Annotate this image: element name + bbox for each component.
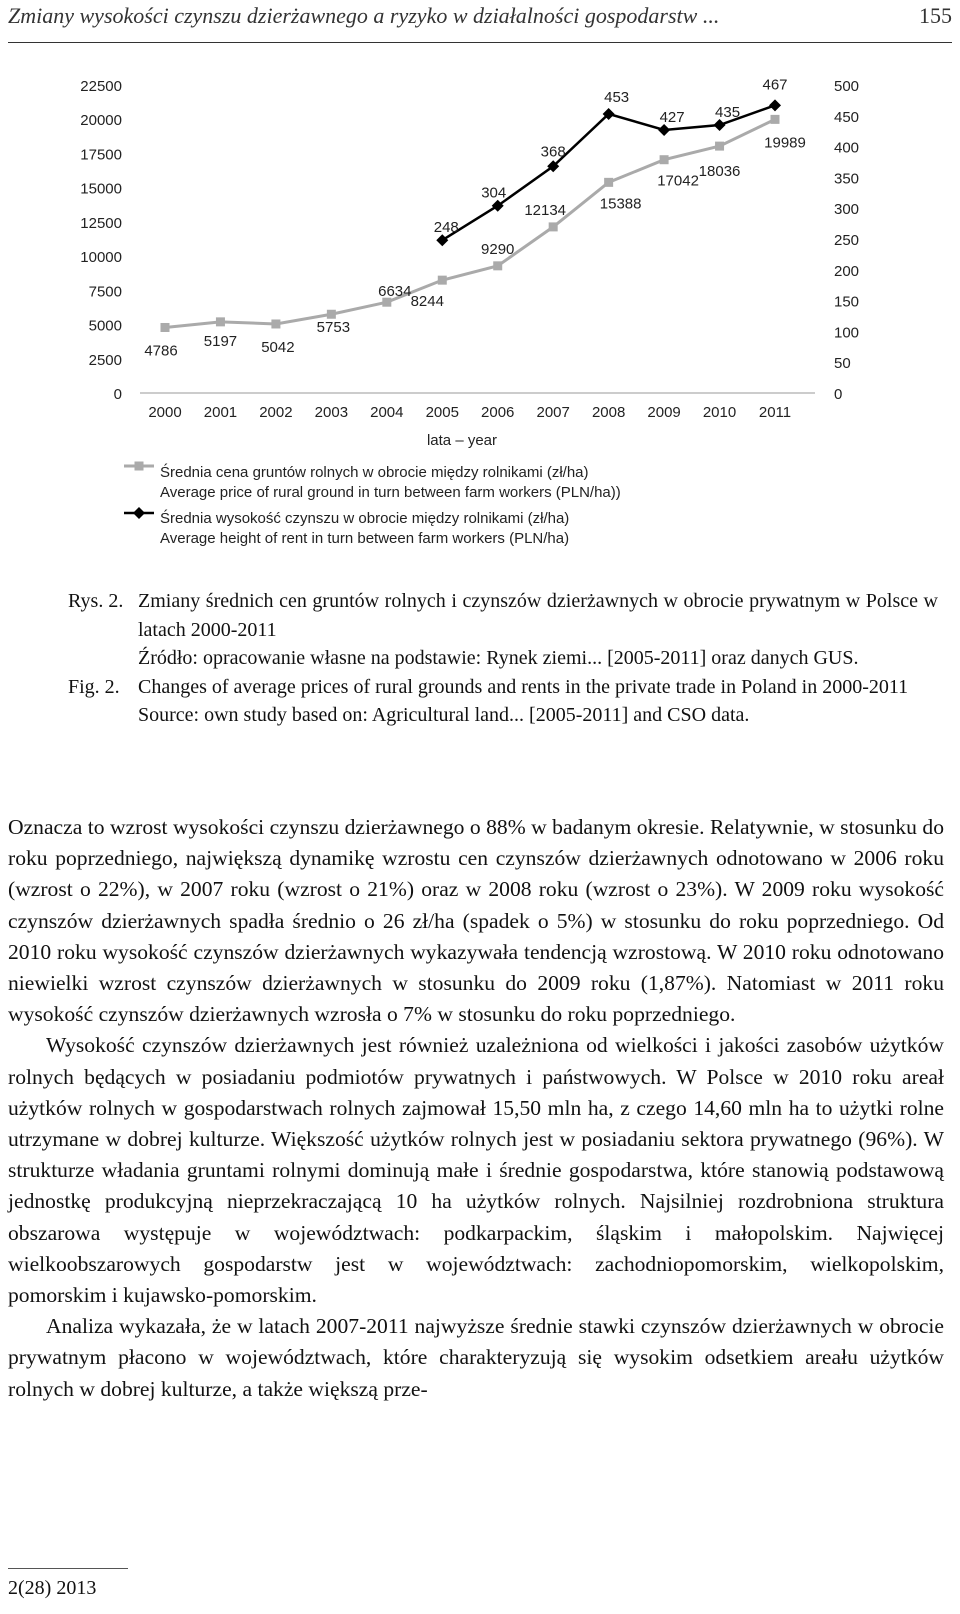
y-right-tick-label: 150 — [834, 293, 860, 311]
y-left-tick-label: 5000 — [88, 317, 122, 335]
price-marker — [715, 142, 724, 151]
price-marker — [660, 155, 669, 164]
rent-data-label: 467 — [762, 76, 788, 94]
caption-en — [68, 673, 938, 730]
x-tick-label: 2010 — [702, 404, 737, 421]
price-marker — [271, 319, 280, 328]
running-header — [8, 0, 952, 43]
caption-en-source: Source: own study based on: Agricultural land... [2005-2011] and CSO data. — [138, 704, 750, 726]
y-right-tick-label: 50 — [834, 355, 851, 373]
y-left-tick-label: 0 — [113, 386, 122, 403]
line-chart — [0, 55, 960, 575]
y-right-tick-label: 0 — [834, 386, 843, 403]
caption-pl — [68, 587, 938, 673]
price-data-label: 5042 — [261, 338, 295, 356]
price-data-label: 12134 — [524, 201, 567, 219]
y-left-tick-label: 17500 — [80, 146, 122, 164]
paragraph-2: Wysokość czynszów dzierżawnych jest również uzależniona od wielkości i jakości zasobów użytków rolnych będących w posiadaniu podmiotów prywatnych i państwowych. W Polsce w 2010 roku areał użytków rolnych w gospodarstwach rolnych zajmował 15,50 mln ha, z czego 14,60 mln ha to użytki rolne utrzymane w dobrej kulturze. Większość użytków rolnych jest w posiadaniu sektora prywatnego (96%). W strukturze władania gruntami rolnymi dominują małe i średnie gospodarstwa, które stanowią podstawową jednostkę produkcyjną nieprzekraczającą 10 ha użytków rolnych. Najsilniej rozdrobniona struktura obszarowa występuje w województwach: podkarpackim, śląskim i małopolskim. Najwięcej wielkoobszarowych gospodarstw jest w województwach: zachodniopomorskim, wielkopolskim, pomorskim i kujawsko-pomorskim. — [8, 1033, 944, 1308]
x-tick-label: 2007 — [536, 404, 570, 421]
legend-rent-marker — [133, 507, 145, 519]
y-left-tick-label: 20000 — [80, 112, 122, 130]
x-tick-label: 2006 — [481, 404, 515, 421]
price-marker — [438, 276, 447, 285]
x-tick-label: 2004 — [370, 404, 404, 421]
price-data-label: 9290 — [481, 240, 515, 258]
price-data-label: 15388 — [599, 195, 642, 213]
legend-rent-label-pl: Średnia wysokość czynszu w obrocie między rolnikami (zł/ha) — [160, 510, 570, 527]
x-tick-label: 2000 — [148, 404, 182, 421]
y-right-tick-label: 100 — [834, 324, 860, 342]
rent-data-label: 435 — [715, 104, 741, 122]
y-right-tick-label: 400 — [834, 139, 860, 157]
price-data-label: 8244 — [410, 293, 444, 311]
paragraph-1: Oznacza to wzrost wysokości czynszu dzierżawnego o 88% w badanym okresie. Relatywnie, w stosunku do roku poprzedniego, największą dynamikę wzrostu cen czynszów dzierżawnych odnotowano w 2006 roku (wzrost o 22%), w 2007 roku (wzrost o 21%) oraz w 2008 roku (wzrost o 23%). W 2009 roku wysokość czynszów dzierżawnych spadła średnio o 26 zł/ha (spadek o 5%) w stosunku do roku poprzedniego. Od 2010 roku wysokość czynszów dzierżawnych wykazywała tendencją wzrostową. W 2010 roku odnotowano niewielki wzrost czynszów dzierżawnych w stosunku do 2009 roku (1,87%). Natomiast w 2011 roku wysokość czynszów dzierżawnych wzrosła o 7% w stosunku do roku poprzedniego. — [8, 815, 944, 1027]
y-left-tick-label: 15000 — [80, 180, 122, 198]
price-marker — [493, 261, 502, 270]
rent-data-label: 248 — [433, 219, 459, 237]
price-data-label: 19989 — [764, 134, 806, 152]
footer-rule — [8, 1568, 128, 1569]
x-tick-label: 2011 — [758, 404, 792, 421]
y-left-tick-label: 12500 — [80, 214, 122, 232]
caption-pl-label: Rys. 2. — [68, 590, 124, 612]
x-tick-label: 2008 — [591, 404, 626, 421]
y-right-tick-label: 350 — [834, 170, 860, 188]
y-left-tick-label: 7500 — [88, 283, 122, 301]
rent-data-label: 368 — [540, 143, 566, 161]
price-marker — [604, 178, 613, 187]
y-right-tick-label: 450 — [834, 108, 860, 126]
price-data-label: 6634 — [378, 283, 412, 301]
page-number: 155 — [919, 3, 952, 28]
caption-en-label: Fig. 2. — [68, 675, 120, 698]
running-title: Zmiany wysokości czynszu dzierżawnego a ryzyko w działalności gospodarstw ... — [8, 3, 720, 28]
rent-data-label: 304 — [481, 184, 507, 202]
legend-price-label-en: Average price of rural ground in turn between farm workers (PLN/ha)) — [160, 484, 621, 501]
price-marker — [549, 222, 558, 231]
y-left-tick-label: 22500 — [80, 78, 122, 95]
x-tick-label: 2001 — [203, 404, 238, 421]
legend-rent-label-en: Average height of rent in turn between farm workers (PLN/ha) — [160, 530, 570, 547]
paragraph-3: Analiza wykazała, że w latach 2007-2011 najwyższe średnie stawki czynszów dzierżawnych w obrocie prywatnym płacono w województwach, które charakteryzują się wysokim odsetkiem areału użytków rolnych w dobrej kulturze, a także większą prze- — [8, 1314, 944, 1401]
price-marker — [327, 310, 336, 319]
caption-en-title: Changes of average prices of rural grounds and rents in the private trade in Poland in 2000-2011 — [138, 675, 909, 698]
body-text — [8, 812, 944, 1405]
price-marker — [771, 115, 780, 124]
x-tick-label: 2009 — [647, 404, 681, 421]
price-data-label: 18036 — [698, 163, 741, 181]
y-left-tick-label: 10000 — [80, 249, 122, 267]
y-right-tick-label: 200 — [834, 262, 860, 280]
caption-pl-source: Źródło: opracowanie własne na podstawie: Rynek ziemi... [2005-2011] oraz danych GUS. — [138, 647, 859, 669]
price-marker — [216, 317, 225, 326]
y-left-tick-label: 2500 — [88, 351, 122, 369]
price-data-label: 5753 — [316, 319, 351, 337]
issue-number: 2(28) 2013 — [8, 1577, 97, 1599]
price-data-label: 5197 — [203, 332, 238, 350]
legend-price-label-pl: Średnia cena gruntów rolnych w obrocie między rolnikami (zł/ha) — [160, 464, 589, 481]
rent-data-label: 453 — [604, 88, 630, 106]
x-tick-label: 2005 — [425, 404, 459, 421]
y-right-tick-label: 300 — [834, 201, 860, 219]
caption-pl-title: Zmiany średnich cen gruntów rolnych i czynszów dzierżawnych w obrocie prywatnym w Polsce w latach 2000-2011 — [138, 590, 938, 641]
price-marker — [161, 323, 170, 332]
y-right-tick-label: 250 — [834, 232, 860, 249]
x-tick-label: 2003 — [314, 404, 349, 421]
figure-caption — [68, 587, 938, 730]
price-data-label: 4786 — [144, 342, 178, 360]
rent-data-label: 427 — [659, 108, 685, 126]
price-data-label: 17042 — [657, 172, 699, 190]
y-right-tick-label: 500 — [834, 78, 860, 95]
rent-marker — [769, 99, 781, 111]
x-axis-label: lata – year — [426, 432, 498, 449]
x-tick-label: 2002 — [259, 404, 293, 421]
legend-price-marker — [135, 462, 144, 471]
